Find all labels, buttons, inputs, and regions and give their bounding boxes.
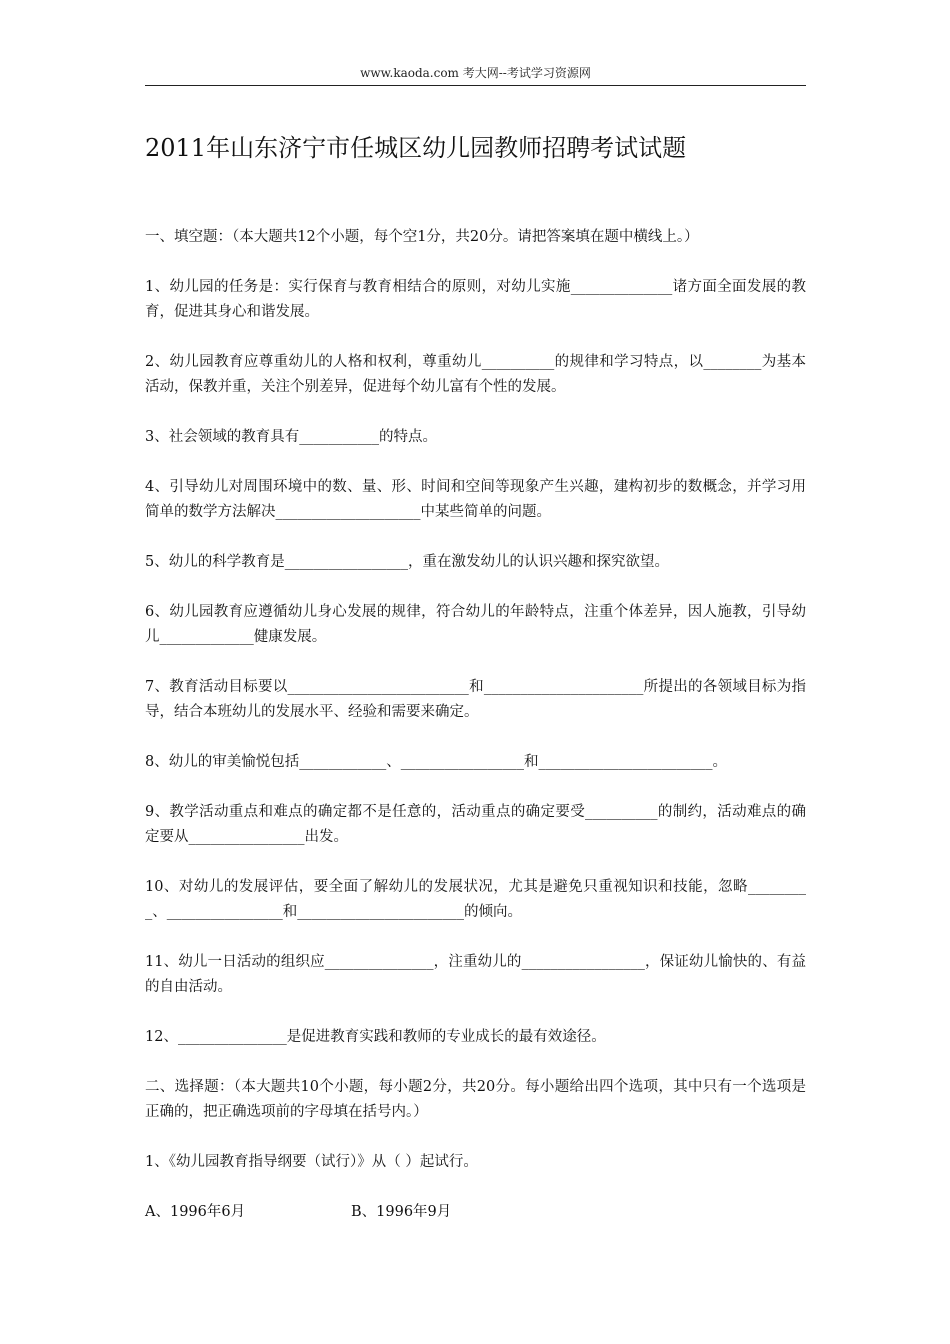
question-1-7: 7、教育活动目标要以_________________________和______________________所提出的各领域目标为指导，结合本班幼儿的发展水平、经验和需要来确定。 <box>145 679 806 720</box>
option-b: B、1996年9月 <box>351 1204 452 1220</box>
question-1-2: 2、幼儿园教育应尊重幼儿的人格和权利，尊重幼儿__________的规律和学习特点，以________为基本活动，保教并重，关注个别差异，促进每个幼儿富有个性的发展。 <box>145 354 806 395</box>
question-1-3: 3、社会领域的教育具有___________的特点。 <box>145 429 437 445</box>
question-1-8: 8、幼儿的审美愉悦包括____________、_________________和________________________。 <box>145 754 727 770</box>
question-1-10: 10、对幼儿的发展评估，要全面了解幼儿的发展状况，尤其是避免只重视知识和技能，忽略_________、________________和_______________________的倾向。 <box>145 879 806 920</box>
question-1-5: 5、幼儿的科学教育是_________________，重在激发幼儿的认识兴趣和探究欲望。 <box>145 554 669 570</box>
question-1-6: 6、幼儿园教育应遵循幼儿身心发展的规律，符合幼儿的年龄特点，注重个体差异，因人施教，引导幼儿_____________健康发展。 <box>145 604 806 645</box>
section-2-heading: 二、选择题：（本大题共10个小题，每小题2分，共20分。每小题给出四个选项，其中只有一个选项是正确的，把正确选项前的字母填在括号内。） <box>145 1079 806 1120</box>
question-1-9: 9、教学活动重点和难点的确定都不是任意的，活动重点的确定要受__________的制约，活动难点的确定要从________________出发。 <box>145 804 806 845</box>
question-2-1: 1、《幼儿园教育指导纲要（试行）》从（ ）起试行。 <box>145 1154 478 1170</box>
question-1-1: 1、幼儿园的任务是：实行保育与教育相结合的原则，对幼儿实施______________诸方面全面发展的教育，促进其身心和谐发展。 <box>145 279 806 320</box>
question-1-11: 11、幼儿一日活动的组织应_______________，注重幼儿的_________________，保证幼儿愉快的、有益的自由活动。 <box>145 954 806 995</box>
section-1-heading: 一、填空题：（本大题共12个小题，每个空1分，共20分。请把答案填在题中横线上。） <box>145 229 699 245</box>
question-2-1-options <box>145 1200 806 1225</box>
document-body <box>145 225 806 1225</box>
document-title: 2011年山东济宁市任城区幼儿园教师招聘考试试题 <box>145 134 687 162</box>
question-1-12: 12、_______________是促进教育实践和教师的专业成长的最有效途径。 <box>145 1029 606 1045</box>
question-1-4: 4、引导幼儿对周围环境中的数、量、形、时间和空间等现象产生兴趣，建构初步的数概念，并学习用简单的数学方法解决____________________中某些简单的问题。 <box>145 479 806 520</box>
page-header: www.kaoda.com 考大网--考试学习资源网 <box>360 66 591 80</box>
option-a: A、1996年6月 <box>145 1204 246 1220</box>
header-divider <box>145 85 806 86</box>
